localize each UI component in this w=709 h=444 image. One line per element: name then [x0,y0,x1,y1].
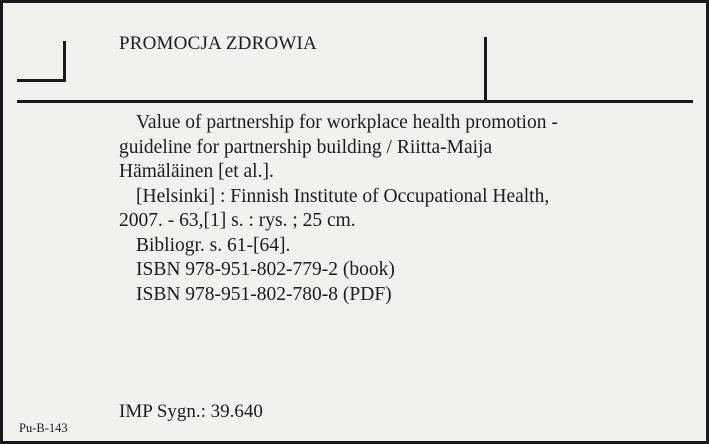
title-line-2: guideline for partnership building / Riitta-Maija [119,136,493,158]
isbn-book: ISBN 978-951-802-779-2 (book) [136,259,395,280]
isbn-pdf: ISBN 978-951-802-780-8 (PDF) [136,283,392,305]
subject-heading: PROMOCJA ZDROWIA [119,33,317,54]
corner-bracket-mark [17,41,66,82]
vertical-divider [484,37,487,101]
title-line-1: Value of partnership for workplace health promotion - [136,112,558,133]
title-line-3: Hämäläinen [et al.]. [119,161,274,182]
horizontal-divider [17,100,693,103]
bibliography-note: Bibliogr. s. 61-[64]. [136,234,291,256]
call-number: Pu-B-143 [19,421,68,435]
shelf-signature: IMP Sygn.: 39.640 [119,401,263,422]
publication-line-1: [Helsinki] : Finnish Institute of Occupational Health, [136,185,550,207]
publication-line-2: 2007. - 63,[1] s. : rys. ; 25 cm. [119,210,356,231]
bibliographic-description [119,111,679,307]
